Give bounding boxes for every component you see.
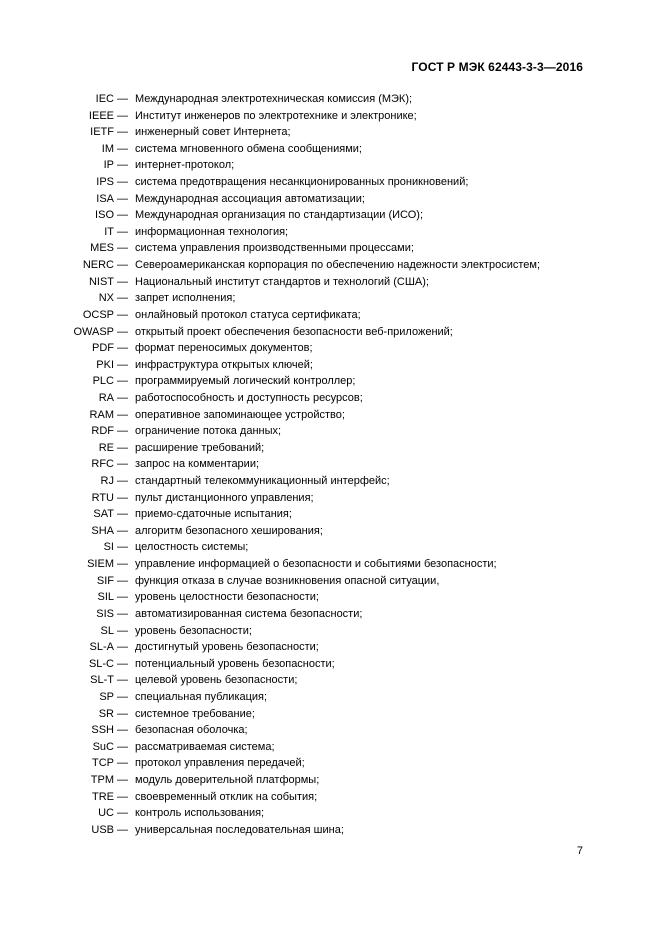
abbreviation-entry [0,589,661,606]
abbreviation-definition: инженерный совет Интернета; [135,126,291,139]
abbreviation-definition: специальная публикация; [135,690,268,703]
abbreviation-term: IEEE [88,109,114,122]
abbreviation-definition: Североамериканская корпорация по обеспечению надежности электросистем; [135,259,540,272]
abbreviation-definition: стандартный телекоммуникационный интерфейс; [135,475,390,488]
abbreviation-definition: открытый проект обеспечения безопасности веб-приложений; [135,325,453,338]
abbreviation-term: SI [103,541,114,554]
abbreviation-entry [0,124,661,141]
abbreviation-definition: система мгновенного обмена сообщениями; [135,142,362,155]
abbreviation-list [0,91,661,838]
abbreviation-term: PLC [92,375,114,388]
entry-dash: — [117,358,128,371]
abbreviation-entry [0,207,661,224]
abbreviation-entry [0,822,661,839]
entry-dash: — [117,375,128,388]
abbreviation-term: SIS [96,607,114,620]
abbreviation-term: RAM [89,408,114,421]
abbreviation-definition: потенциальный уровень безопасности; [135,657,335,670]
abbreviation-definition: Международная ассоциация автоматизации; [135,192,365,205]
entry-dash: — [117,541,128,554]
abbreviation-term: RA [98,391,114,404]
abbreviation-entry [0,506,661,523]
entry-dash: — [117,308,128,321]
abbreviation-definition: запрос на комментарии; [135,458,260,471]
abbreviation-term: SP [99,690,114,703]
abbreviation-entry [0,623,661,640]
abbreviation-definition: безопасная оболочка; [135,724,248,737]
abbreviation-term: IEC [95,93,114,105]
abbreviation-definition: пульт дистанционного управления; [135,491,314,504]
abbreviation-term: TRE [92,790,114,803]
entry-dash: — [117,109,128,122]
abbreviation-definition: инфраструктура открытых ключей; [135,358,313,371]
abbreviation-term: OCSP [82,308,114,321]
abbreviation-definition: функция отказа в случае возникновения опасной ситуации, [135,574,440,587]
abbreviation-entry [0,373,661,390]
abbreviation-term: PKI [96,358,114,371]
abbreviation-entry [0,722,661,739]
entry-dash: — [117,425,128,438]
entry-dash: — [117,225,128,238]
abbreviation-definition: расширение требований; [135,441,265,454]
abbreviation-entry [0,755,661,772]
entry-dash: — [117,790,128,803]
abbreviation-entry [0,473,661,490]
entry-dash: — [117,757,128,770]
entry-dash: — [117,475,128,488]
entry-dash: — [117,574,128,587]
abbreviation-entry [0,224,661,241]
abbreviation-entry [0,141,661,158]
entry-dash: — [117,524,128,537]
abbreviation-entry [0,257,661,274]
abbreviation-definition: системное требование; [135,707,255,720]
abbreviation-term: MES [90,242,114,255]
abbreviation-term: RE [98,441,114,454]
entry-dash: — [117,458,128,471]
abbreviation-entry [0,656,661,673]
abbreviation-definition: алгоритм безопасного хеширования; [135,524,323,537]
abbreviation-term: IETF [90,126,114,139]
abbreviation-term: SSH [91,724,114,737]
abbreviation-definition: управление информацией о безопасности и событиями безопасности; [135,558,497,571]
abbreviation-term: NERC [82,259,114,272]
entry-dash: — [117,491,128,504]
entry-dash: — [117,823,128,836]
abbreviation-definition: уровень целостности безопасности; [135,591,319,604]
abbreviation-definition: рассматриваемая система; [135,740,275,753]
abbreviation-definition: информационная технология; [135,225,289,238]
abbreviation-entry [0,556,661,573]
entry-dash: — [117,342,128,355]
abbreviation-term: IT [104,225,114,238]
entry-dash: — [117,607,128,620]
abbreviation-term: SIF [96,574,114,587]
abbreviation-entry [0,108,661,125]
entry-dash: — [117,807,128,820]
entry-dash: — [117,724,128,737]
abbreviation-entry [0,174,661,191]
abbreviation-term: SIEM [87,558,114,571]
entry-dash: — [117,591,128,604]
abbreviation-term: UC [98,807,114,820]
abbreviation-entry [0,490,661,507]
abbreviation-term: SHA [91,524,114,537]
abbreviation-entry [0,573,661,590]
entry-dash: — [117,391,128,404]
entry-dash: — [117,292,128,305]
abbreviation-entry [0,706,661,723]
abbreviation-term: SL-C [88,657,114,670]
abbreviation-entry [0,340,661,357]
abbreviation-term: SuC [92,740,114,753]
entry-dash: — [117,674,128,687]
entry-dash: — [117,176,128,189]
abbreviation-entry [0,539,661,556]
abbreviation-entry [0,91,661,108]
entry-dash: — [117,275,128,288]
abbreviation-entry [0,805,661,822]
abbreviation-entry [0,639,661,656]
abbreviation-term: NIST [88,275,114,288]
abbreviation-definition: целевой уровень безопасности; [135,674,298,687]
abbreviation-definition: целостность системы; [135,541,249,554]
abbreviation-entry [0,274,661,291]
abbreviation-entry [0,191,661,208]
abbreviation-definition: формат переносимых документов; [135,342,313,355]
entry-dash: — [117,641,128,654]
abbreviation-definition: протокол управления передачей; [135,757,305,770]
abbreviation-entry [0,324,661,341]
abbreviation-term: ISA [96,192,114,205]
abbreviation-definition: универсальная последовательная шина; [135,823,344,836]
abbreviation-definition: своевременный отклик на события; [135,790,318,803]
abbreviation-definition: достигнутый уровень безопасности; [135,641,319,654]
abbreviation-entry [0,157,661,174]
abbreviation-term: RTU [91,491,114,504]
abbreviation-entry [0,772,661,789]
abbreviation-term: RJ [100,475,114,488]
abbreviation-definition: приемо-сдаточные испытания; [135,508,292,521]
entry-dash: — [117,325,128,338]
abbreviation-definition: автоматизированная система безопасности; [135,607,363,620]
abbreviation-definition: оперативное запоминающее устройство; [135,408,345,421]
abbreviation-entry [0,240,661,257]
abbreviation-entry [0,672,661,689]
entry-dash: — [117,126,128,139]
abbreviation-entry [0,689,661,706]
entry-dash: — [117,740,128,753]
entry-dash: — [117,773,128,786]
abbreviation-term: OWASP [73,325,114,338]
abbreviation-term: NX [98,292,114,305]
abbreviation-term: RFC [91,458,114,471]
abbreviation-term: SL-T [90,674,114,687]
abbreviation-entry [0,390,661,407]
entry-dash: — [117,508,128,521]
entry-dash: — [117,624,128,637]
abbreviation-term: TCP [92,757,114,770]
abbreviation-definition: запрет исполнения; [135,292,236,305]
abbreviation-term: SAT [93,508,114,521]
entry-dash: — [117,408,128,421]
abbreviation-entry [0,606,661,623]
entry-dash: — [117,209,128,222]
document-header-standard: ГОСТ Р МЭК 62443-3-3—2016 [411,60,583,74]
abbreviation-entry [0,290,661,307]
abbreviation-term: SIL [97,591,114,604]
abbreviation-definition: Национальный институт стандартов и технологий (США); [135,275,429,288]
abbreviation-term: TPM [90,773,114,786]
abbreviation-definition: онлайновый протокол статуса сертификата; [135,308,361,321]
entry-dash: — [117,259,128,272]
abbreviation-definition: уровень безопасности; [135,624,252,637]
abbreviation-entry [0,307,661,324]
abbreviation-entry [0,523,661,540]
page-number: 7 [576,845,583,857]
abbreviation-definition: система предотвращения несанкционированных проникновений; [135,176,469,189]
abbreviation-term: SL-A [89,641,114,654]
abbreviation-entry [0,357,661,374]
entry-dash: — [117,657,128,670]
abbreviation-term: USB [91,823,114,836]
abbreviation-definition: контроль использования; [135,807,265,820]
abbreviation-entry [0,440,661,457]
abbreviation-definition: программируемый логический контроллер; [135,375,356,388]
abbreviation-definition: интернет-протокол; [135,159,235,172]
abbreviation-term: IP [103,159,114,172]
entry-dash: — [117,707,128,720]
abbreviation-term: RDF [91,425,114,438]
abbreviation-entry [0,423,661,440]
entry-dash: — [117,690,128,703]
abbreviation-definition: Институт инженеров по электротехнике и электронике; [135,109,417,122]
entry-dash: — [117,558,128,571]
abbreviation-term: SR [98,707,114,720]
abbreviation-term: SL [100,624,114,637]
abbreviation-entry [0,739,661,756]
abbreviation-definition: работоспособность и доступность ресурсов; [135,391,363,404]
abbreviation-entry [0,407,661,424]
abbreviation-term: IPS [96,176,114,189]
abbreviation-term: ISO [95,209,114,222]
entry-dash: — [117,441,128,454]
abbreviation-definition: модуль доверительной платформы; [135,773,320,786]
abbreviation-definition: ограничение потока данных; [135,425,282,438]
entry-dash: — [117,93,128,105]
entry-dash: — [117,192,128,205]
abbreviation-term: PDF [92,342,114,355]
abbreviation-entry [0,789,661,806]
entry-dash: — [117,159,128,172]
entry-dash: — [117,242,128,255]
abbreviation-term: IM [101,142,114,155]
abbreviation-definition: Международная электротехническая комиссия (МЭК); [135,93,413,105]
abbreviation-definition: система управления производственными процессами; [135,242,414,255]
entry-dash: — [117,142,128,155]
abbreviation-entry [0,456,661,473]
abbreviation-definition: Международная организация по стандартизации (ИСО); [135,209,424,222]
